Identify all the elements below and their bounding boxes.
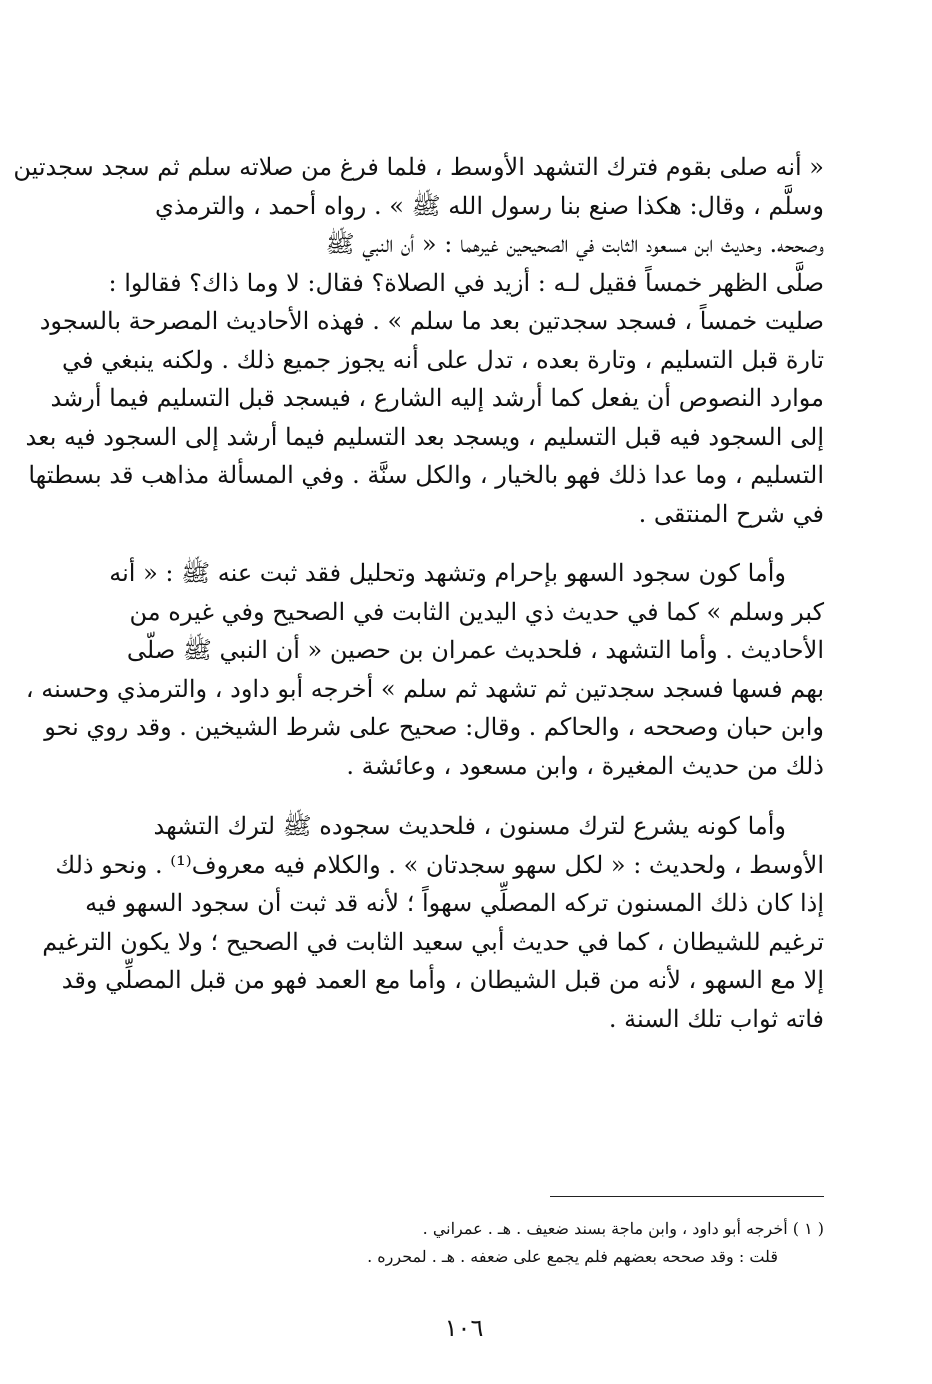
text-line: صليت خمساً ، فسجد سجدتين بعد ما سلم » . فهذه الأحاديث المصرحة بالسجود xyxy=(39,307,824,335)
paragraph-2 xyxy=(25,554,824,785)
text-line: الأوسط ، ولحديث : « لكل سهو سجدتان » . والكلام فيه معروف⁽¹⁾ . ونحو ذلك xyxy=(55,850,824,879)
text-line: إذا كان ذلك المسنون تركه المصلِّي سهواً ؛ لأنه قد ثبت أن سجود السهو فيه xyxy=(85,889,824,917)
text-line: تارة قبل التسليم ، وتارة بعده ، تدل على أنه يجوز جميع ذلك . ولكنه ينبغي في xyxy=(62,345,824,374)
footnote-divider xyxy=(550,1196,824,1197)
page-body xyxy=(13,148,824,1384)
text-line: الأحاديث . وأما التشهد ، فلحديث عمران بن حصين « أن النبي ﷺ صلّى xyxy=(126,636,824,664)
text-line: موارد النصوص أن يفعل كما أرشد إليه الشارع ، فيسجد قبل التسليم فيما أرشد xyxy=(50,384,824,412)
text-line: التسليم ، وما عدا ذلك فهو بالخيار ، والكل سنَّة . وفي المسألة مذاهب قد بسطتها xyxy=(28,461,824,489)
paragraph-3 xyxy=(42,807,824,1038)
text-line: فاته ثواب تلك السنة . xyxy=(608,1004,824,1033)
text-line: كبر وسلم » كما في حديث ذي اليدين الثابت في الصحيح وفي غيره من xyxy=(129,597,824,626)
text-line: وأما كون سجود السهو بإحرام وتشهد وتحليل فقد ثبت عنه ﷺ : « أنه xyxy=(109,559,786,587)
paragraph-spacer xyxy=(104,785,824,807)
page-number: ١٠٦ xyxy=(444,1314,484,1342)
footnote-line: قلت : وقد صححه بعضهم فلم يجمع على ضعفه . هـ . لمحرره . xyxy=(367,1247,778,1266)
text-line: ذلك من حديث المغيرة ، وابن مسعود ، وعائشة . xyxy=(346,751,824,780)
text-line: وصححه. وحديث ابن مسعود الثابت في الصحيحين غيرهما : « أن النبي ﷺ xyxy=(325,230,824,258)
footnote-line: ( ١ ) أخرجه أبو داود ، وابن ماجة بسند ضعيف . هـ . عمراني . xyxy=(422,1219,824,1238)
text-line: وسلَّم ، وقال: هكذا صنع بنا رسول الله ﷺ » . رواه أحمد ، والترمذي xyxy=(155,191,824,220)
footnotes xyxy=(104,1215,824,1271)
text-line: بهم فسها فسجد سجدتين ثم تشهد ثم سلم » أخرجه أبو داود ، والترمذي وحسنه ، xyxy=(25,674,824,703)
text-line: وأما كونه يشرع لترك مسنون ، فلحديث سجوده ﷺ لترك التشهد xyxy=(153,812,786,840)
paragraph-spacer xyxy=(104,533,824,554)
text-line: إلا مع السهو ، لأنه من قبل الشيطان ، وأما مع العمد فهو من قبل المصلِّي وقد xyxy=(61,966,824,994)
text-line: وابن حبان وصححه ، والحاكم . وقال: صحيح على شرط الشيخين . وقد روي نحو xyxy=(44,713,824,741)
text-line: إلى السجود فيه قبل التسليم ، ويسجد بعد التسليم فيما أرشد إلى السجود فيه بعد xyxy=(25,422,824,451)
text-line: « أنه صلى بقوم فترك التشهد الأوسط ، فلما فرغ من صلاته سلم ثم سجد سجدتين xyxy=(13,153,824,181)
paragraph-1 xyxy=(13,148,824,533)
text-line: صلَّى الظهر خمساً فقيل لـه : أزيد في الصلاة؟ فقال: لا وما ذاك؟ فقالوا : xyxy=(108,268,824,297)
text-line: في شرح المنتقى . xyxy=(638,499,824,528)
text-line: ترغيم للشيطان ، كما في حديث أبي سعيد الثابت في الصحيح ؛ ولا يكون الترغيم xyxy=(42,927,824,956)
